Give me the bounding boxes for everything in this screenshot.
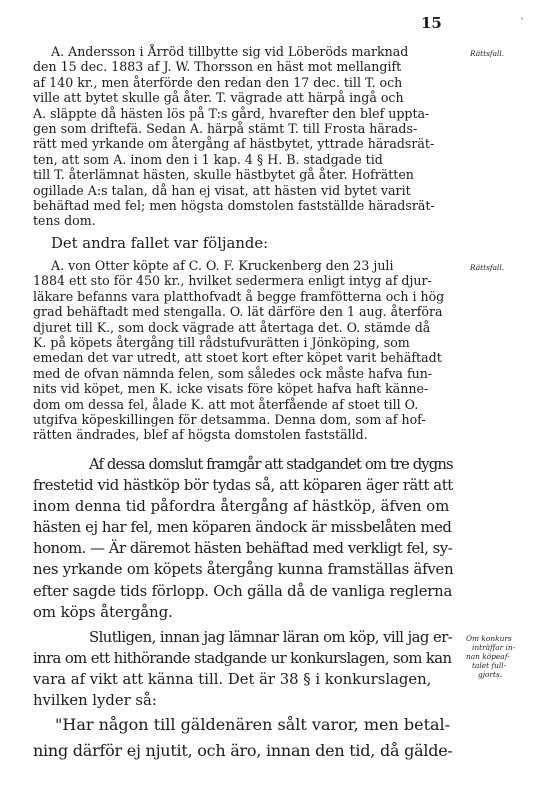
text-line: rätt med yrkande om återgång af hästbytet, yttrade häradsrät- bbox=[33, 136, 435, 152]
text-line: ten, att som A. inom den i 1 kap. 4 § H. B. stadgade tid bbox=[33, 151, 383, 167]
page-number: 15 bbox=[421, 14, 442, 32]
text-line: emedan det var utredt, att stoet kort efter köpet varit behäftadt bbox=[33, 350, 442, 366]
margin-note-line: inträffar in- bbox=[472, 643, 516, 652]
margin-note-line: talet full- bbox=[472, 661, 507, 670]
text-line: "Har någon till gäldenären sålt varor, men betal- bbox=[55, 715, 451, 734]
corner-mark: ` bbox=[520, 18, 525, 29]
second-case-heading bbox=[33, 234, 453, 254]
text-line: frestetid vid hästköp bör tydas så, att köparen äger rätt att bbox=[33, 477, 453, 495]
text-line: nes yrkande om köpets återgång kunna framställas äfven bbox=[33, 561, 453, 579]
text-line: hvilken lyder så: bbox=[33, 692, 157, 710]
text-line: A. Andersson i Årröd tillbytte sig vid Löberöds marknad bbox=[51, 44, 409, 59]
text-line: honom. — Är däremot hästen behäftad med verkligt fel, sy- bbox=[33, 540, 453, 558]
text-line: rätten ändrades, blef af högsta domstolen fastställd. bbox=[33, 427, 368, 443]
text-line: gen som driftefä. Sedan A. härpå stämt T. till Frosta härads- bbox=[33, 121, 418, 137]
case2-paragraph bbox=[33, 258, 453, 443]
text-line: inra om ett hithörande stadgande ur konkurslagen, som kan bbox=[33, 650, 452, 668]
text-line: läkare befanns vara platthofvadt å begge framfötterna och i hög bbox=[33, 288, 445, 304]
text-line: den 15 dec. 1883 af J. W. Thorsson en häst mot mellangift bbox=[33, 59, 402, 75]
text-line: ogillade A:s talan, då han ej visat, att hästen vid bytet varit bbox=[33, 182, 411, 198]
text-line: till T. återlämnat hästen, skulle hästbytet gå åter. Hofrätten bbox=[33, 167, 414, 183]
margin-note-line: nan köpeaf- bbox=[466, 652, 510, 661]
margin-note-line: gjorts. bbox=[478, 670, 503, 679]
margin-note-case2: Rättsfall. bbox=[470, 263, 505, 272]
bankruptcy-paragraph bbox=[33, 627, 453, 711]
heading-line: Det andra fallet var följande: bbox=[51, 235, 269, 252]
text-line: hästen ej har fel, men köparen ändock är missbelåten med bbox=[33, 519, 452, 537]
text-line: Af dessa domslut framgår att stadgandet om tre dygns bbox=[89, 456, 453, 473]
text-line: af 140 kr., men återförde den redan den 17 dec. till T. och bbox=[33, 74, 403, 90]
case1-paragraph bbox=[33, 44, 453, 229]
margin-note-bankruptcy bbox=[466, 634, 558, 679]
text-line: nits vid köpet, men K. icke visats före köpet hafva haft känne- bbox=[33, 381, 429, 397]
text-line: tens dom. bbox=[33, 213, 96, 229]
text-line: ville att bytet skulle gå åter. T. vägrade att härpå ingå och bbox=[33, 90, 404, 106]
text-line: vara af vikt att känna till. Det är 38 § i konkurslagen, bbox=[33, 671, 432, 689]
text-line: utgifva köpeskillingen för detsamma. Denna dom, som af hof- bbox=[33, 412, 426, 428]
text-line: efter sagde tids förlopp. Och gälla då de vanliga reglerna bbox=[33, 582, 453, 600]
text-line: ning därför ej njutit, och äro, innan den tid, då gälde- bbox=[33, 741, 453, 760]
text-line: grad behäftadt med stengalla. O. lät därföre den 1 aug. återföra bbox=[33, 304, 443, 320]
text-line: djuret till K., som dock vägrade att återtaga det. O. stämde då bbox=[33, 319, 431, 335]
text-line: 1884 ett sto för 450 kr., hvilket sedermera enligt intyg af djur- bbox=[33, 273, 432, 289]
text-line: med de ofvan nämnda felen, som således ock måste hafva fun- bbox=[33, 365, 433, 381]
quote-paragraph bbox=[33, 712, 453, 764]
conclusion-paragraph bbox=[33, 454, 453, 623]
margin-note-line: Om konkurs bbox=[466, 634, 512, 643]
text-line: dom om dessa fel, ålade K. att mot återfående af stoet till O. bbox=[33, 396, 419, 412]
text-line: behäftad med fel; men högsta domstolen fastställde häradsrät- bbox=[33, 198, 435, 214]
text-line: A. von Otter köpte af C. O. F. Kruckenberg den 23 juli bbox=[51, 258, 394, 273]
text-line: om köps återgång. bbox=[33, 603, 173, 621]
text-line: K. på köpets återgång till rådstufvurätten i Jönköping, som bbox=[33, 335, 410, 351]
margin-note-case1: Rättsfall. bbox=[470, 49, 505, 58]
text-line: inom denna tid påfordra återgång af hästköp, äfven om bbox=[33, 498, 450, 516]
text-line: Slutligen, innan jag lämnar läran om köp, vill jag er- bbox=[89, 629, 453, 646]
text-line: A. släppte då hästen lös på T:s gård, hvarefter den blef uppta- bbox=[33, 105, 430, 121]
